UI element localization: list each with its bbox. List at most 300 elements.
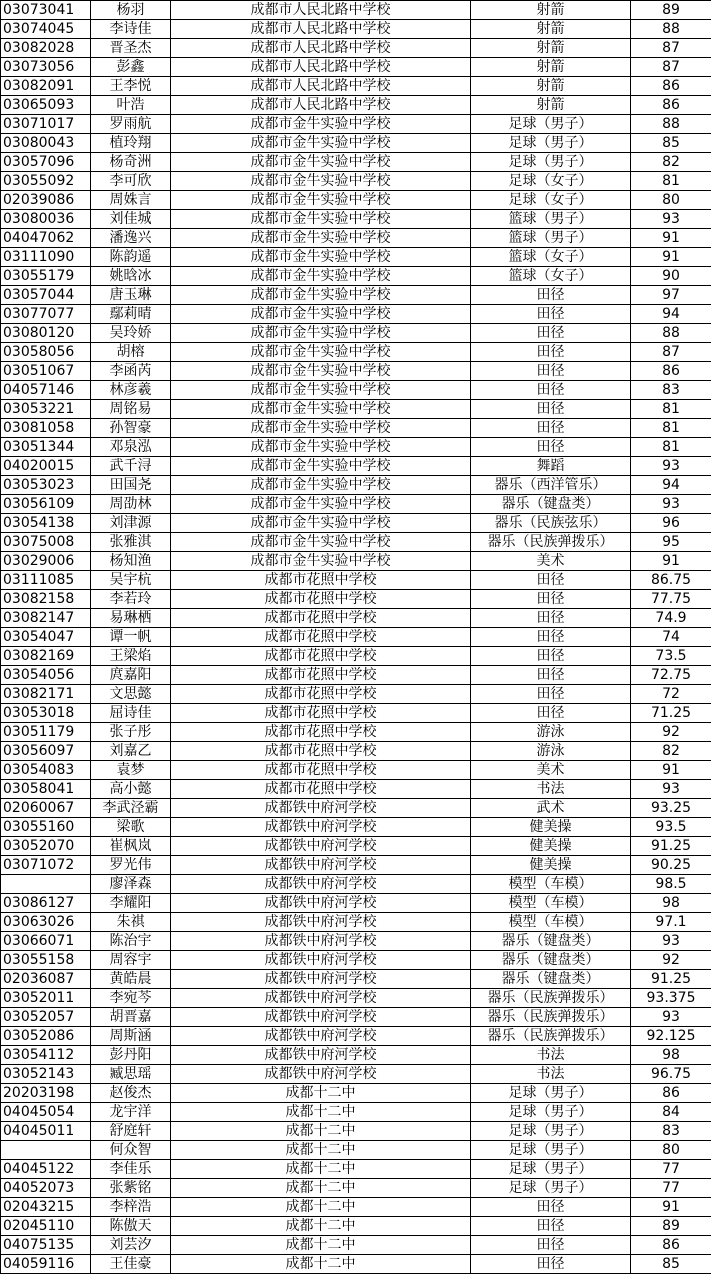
school-cell: 成都市金牛实验中学校 <box>171 381 471 400</box>
category-cell: 书法 <box>471 1046 631 1065</box>
table-row <box>1 1084 711 1103</box>
score-cell: 88 <box>631 115 711 134</box>
student-name-cell: 田国尧 <box>91 476 171 495</box>
table-row <box>1 1027 711 1046</box>
school-cell: 成都市金牛实验中学校 <box>171 267 471 286</box>
student-name-cell: 张紫铭 <box>91 1179 171 1198</box>
student-id-cell: 03082158 <box>1 590 91 609</box>
student-name-cell: 彭丹阳 <box>91 1046 171 1065</box>
school-cell: 成都市金牛实验中学校 <box>171 286 471 305</box>
category-cell: 射箭 <box>471 58 631 77</box>
category-cell: 足球（男子） <box>471 1160 631 1179</box>
table-row <box>1 628 711 647</box>
table-row <box>1 20 711 39</box>
school-cell: 成都市金牛实验中学校 <box>171 400 471 419</box>
category-cell: 器乐（键盘类） <box>471 932 631 951</box>
table-row <box>1 476 711 495</box>
student-id-cell: 03052011 <box>1 989 91 1008</box>
student-name-cell: 袁梦 <box>91 761 171 780</box>
school-cell: 成都市花照中学校 <box>171 571 471 590</box>
table-row <box>1 229 711 248</box>
score-cell: 93 <box>631 932 711 951</box>
table-row <box>1 343 711 362</box>
table-row <box>1 685 711 704</box>
student-id-cell: 03075008 <box>1 533 91 552</box>
student-id-cell: 03054138 <box>1 514 91 533</box>
student-name-cell: 周容宇 <box>91 951 171 970</box>
table-row <box>1 951 711 970</box>
student-name-cell: 李梓浩 <box>91 1198 171 1217</box>
school-cell: 成都市金牛实验中学校 <box>171 438 471 457</box>
score-cell: 93 <box>631 210 711 229</box>
student-name-cell: 李武泾霸 <box>91 799 171 818</box>
table-row <box>1 1122 711 1141</box>
table-row <box>1 1046 711 1065</box>
student-name-cell: 赵俊杰 <box>91 1084 171 1103</box>
student-name-cell: 梁歌 <box>91 818 171 837</box>
table-row <box>1 590 711 609</box>
category-cell: 美术 <box>471 761 631 780</box>
school-cell: 成都市花照中学校 <box>171 647 471 666</box>
school-cell: 成都铁中府河学校 <box>171 1065 471 1084</box>
student-id-cell: 03052143 <box>1 1065 91 1084</box>
score-cell: 86 <box>631 1084 711 1103</box>
table-row <box>1 1103 711 1122</box>
student-id-cell: 03054056 <box>1 666 91 685</box>
score-cell: 91 <box>631 248 711 267</box>
table-row <box>1 115 711 134</box>
category-cell: 田径 <box>471 305 631 324</box>
school-cell: 成都铁中府河学校 <box>171 894 471 913</box>
score-cell: 86 <box>631 96 711 115</box>
student-id-cell: 03058056 <box>1 343 91 362</box>
table-row <box>1 172 711 191</box>
table-row <box>1 1065 711 1084</box>
score-cell: 77 <box>631 1179 711 1198</box>
student-id-cell: 03056109 <box>1 495 91 514</box>
category-cell: 足球（男子） <box>471 1103 631 1122</box>
category-cell: 射箭 <box>471 39 631 58</box>
score-cell: 77 <box>631 1160 711 1179</box>
score-cell: 90.25 <box>631 856 711 875</box>
school-cell: 成都市金牛实验中学校 <box>171 248 471 267</box>
student-name-cell: 周姝言 <box>91 191 171 210</box>
student-name-cell: 周铭易 <box>91 400 171 419</box>
student-name-cell: 崔枫岚 <box>91 837 171 856</box>
table-row <box>1 77 711 96</box>
table-row <box>1 1255 711 1274</box>
school-cell: 成都市金牛实验中学校 <box>171 362 471 381</box>
table-row <box>1 134 711 153</box>
score-cell: 74.9 <box>631 609 711 628</box>
school-cell: 成都市花照中学校 <box>171 685 471 704</box>
score-cell: 77.75 <box>631 590 711 609</box>
student-name-cell: 陈韵遥 <box>91 248 171 267</box>
school-cell: 成都铁中府河学校 <box>171 989 471 1008</box>
school-cell: 成都市金牛实验中学校 <box>171 343 471 362</box>
student-id-cell: 02060067 <box>1 799 91 818</box>
school-cell: 成都市花照中学校 <box>171 761 471 780</box>
table-row <box>1 723 711 742</box>
score-cell: 97.1 <box>631 913 711 932</box>
student-name-cell: 刘津源 <box>91 514 171 533</box>
score-cell: 80 <box>631 191 711 210</box>
school-cell: 成都市花照中学校 <box>171 609 471 628</box>
student-id-cell: 03053023 <box>1 476 91 495</box>
score-cell: 92.125 <box>631 1027 711 1046</box>
score-cell: 98.5 <box>631 875 711 894</box>
table-row <box>1 799 711 818</box>
student-name-cell: 林彦羲 <box>91 381 171 400</box>
table-row <box>1 191 711 210</box>
student-name-cell: 胡榕 <box>91 343 171 362</box>
category-cell: 射箭 <box>471 1 631 20</box>
table-row <box>1 571 711 590</box>
category-cell: 田径 <box>471 1198 631 1217</box>
student-id-cell: 03052057 <box>1 1008 91 1027</box>
student-id-cell: 03080043 <box>1 134 91 153</box>
category-cell: 田径 <box>471 362 631 381</box>
score-cell: 88 <box>631 20 711 39</box>
student-id-cell: 03052070 <box>1 837 91 856</box>
student-id-cell: 03111090 <box>1 248 91 267</box>
table-row <box>1 932 711 951</box>
category-cell: 足球（男子） <box>471 153 631 172</box>
student-name-cell: 吴玲娇 <box>91 324 171 343</box>
score-cell: 95 <box>631 533 711 552</box>
student-name-cell: 文思懿 <box>91 685 171 704</box>
student-id-cell: 03081058 <box>1 419 91 438</box>
student-id-cell <box>1 875 91 894</box>
student-name-cell: 吴宇杭 <box>91 571 171 590</box>
student-id-cell: 03082091 <box>1 77 91 96</box>
student-id-cell: 02039086 <box>1 191 91 210</box>
school-cell: 成都十二中 <box>171 1141 471 1160</box>
student-name-cell: 陈治宇 <box>91 932 171 951</box>
category-cell: 足球（男子） <box>471 1179 631 1198</box>
category-cell: 器乐（键盘类） <box>471 951 631 970</box>
student-id-cell: 02045110 <box>1 1217 91 1236</box>
category-cell: 器乐（键盘类） <box>471 495 631 514</box>
student-name-cell: 舒庭轩 <box>91 1122 171 1141</box>
table-row <box>1 362 711 381</box>
table-row <box>1 153 711 172</box>
school-cell: 成都市金牛实验中学校 <box>171 533 471 552</box>
school-cell: 成都市金牛实验中学校 <box>171 191 471 210</box>
student-id-cell: 03086127 <box>1 894 91 913</box>
student-name-cell: 张子彤 <box>91 723 171 742</box>
category-cell: 器乐（民族弦乐） <box>471 514 631 533</box>
student-id-cell <box>1 1141 91 1160</box>
school-cell: 成都市金牛实验中学校 <box>171 210 471 229</box>
category-cell: 篮球（女子） <box>471 248 631 267</box>
student-id-cell: 03063026 <box>1 913 91 932</box>
school-cell: 成都铁中府河学校 <box>171 1046 471 1065</box>
student-name-cell: 高小懿 <box>91 780 171 799</box>
student-id-cell: 03066071 <box>1 932 91 951</box>
category-cell: 模型（车模） <box>471 913 631 932</box>
school-cell: 成都十二中 <box>171 1179 471 1198</box>
student-name-cell: 李佳乐 <box>91 1160 171 1179</box>
table-row <box>1 742 711 761</box>
table-row <box>1 457 711 476</box>
category-cell: 舞蹈 <box>471 457 631 476</box>
category-cell: 田径 <box>471 419 631 438</box>
category-cell: 器乐（民族弹拨乐） <box>471 1008 631 1027</box>
score-cell: 81 <box>631 172 711 191</box>
school-cell: 成都市人民北路中学校 <box>171 39 471 58</box>
category-cell: 田径 <box>471 1236 631 1255</box>
student-name-cell: 潘逸兴 <box>91 229 171 248</box>
category-cell: 足球（男子） <box>471 115 631 134</box>
score-cell: 83 <box>631 1122 711 1141</box>
school-cell: 成都市人民北路中学校 <box>171 1 471 20</box>
category-cell: 田径 <box>471 400 631 419</box>
table-row <box>1 970 711 989</box>
school-cell: 成都市金牛实验中学校 <box>171 305 471 324</box>
student-id-cell: 03074045 <box>1 20 91 39</box>
score-cell: 72 <box>631 685 711 704</box>
score-cell: 91 <box>631 229 711 248</box>
category-cell: 田径 <box>471 647 631 666</box>
score-cell: 87 <box>631 58 711 77</box>
student-name-cell: 姚晗冰 <box>91 267 171 286</box>
student-id-cell: 03051344 <box>1 438 91 457</box>
student-id-cell: 03082169 <box>1 647 91 666</box>
school-cell: 成都市人民北路中学校 <box>171 20 471 39</box>
category-cell: 器乐（键盘类） <box>471 970 631 989</box>
student-id-cell: 04059116 <box>1 1255 91 1274</box>
school-cell: 成都铁中府河学校 <box>171 932 471 951</box>
school-cell: 成都市金牛实验中学校 <box>171 115 471 134</box>
student-name-cell: 屈诗佳 <box>91 704 171 723</box>
student-id-cell: 03055179 <box>1 267 91 286</box>
score-cell: 90 <box>631 267 711 286</box>
score-cell: 92 <box>631 951 711 970</box>
category-cell: 足球（女子） <box>471 172 631 191</box>
school-cell: 成都十二中 <box>171 1103 471 1122</box>
school-cell: 成都铁中府河学校 <box>171 875 471 894</box>
school-cell: 成都市金牛实验中学校 <box>171 172 471 191</box>
school-cell: 成都十二中 <box>171 1084 471 1103</box>
student-id-cell: 03054047 <box>1 628 91 647</box>
score-cell: 92 <box>631 723 711 742</box>
category-cell: 游泳 <box>471 723 631 742</box>
category-cell: 田径 <box>471 666 631 685</box>
score-cell: 87 <box>631 39 711 58</box>
student-name-cell: 唐玉琳 <box>91 286 171 305</box>
table-row <box>1 1008 711 1027</box>
school-cell: 成都十二中 <box>171 1236 471 1255</box>
category-cell: 篮球（男子） <box>471 229 631 248</box>
student-name-cell: 周斯涵 <box>91 1027 171 1046</box>
student-name-cell: 罗光伟 <box>91 856 171 875</box>
category-cell: 器乐（民族弹拨乐） <box>471 533 631 552</box>
category-cell: 器乐（民族弹拨乐） <box>471 1027 631 1046</box>
school-cell: 成都市金牛实验中学校 <box>171 457 471 476</box>
student-name-cell: 朱祺 <box>91 913 171 932</box>
student-name-cell: 杨羽 <box>91 1 171 20</box>
table-row <box>1 210 711 229</box>
student-name-cell: 臧思瑶 <box>91 1065 171 1084</box>
student-id-cell: 03051067 <box>1 362 91 381</box>
student-name-cell: 易琳栖 <box>91 609 171 628</box>
score-cell: 84 <box>631 1103 711 1122</box>
category-cell: 足球（男子） <box>471 1122 631 1141</box>
student-id-cell: 03073056 <box>1 58 91 77</box>
school-cell: 成都铁中府河学校 <box>171 1008 471 1027</box>
student-name-cell: 龙宇洋 <box>91 1103 171 1122</box>
table-row <box>1 818 711 837</box>
score-cell: 93.375 <box>631 989 711 1008</box>
student-id-cell: 03054083 <box>1 761 91 780</box>
student-id-cell: 03054112 <box>1 1046 91 1065</box>
school-cell: 成都十二中 <box>171 1160 471 1179</box>
school-cell: 成都市金牛实验中学校 <box>171 495 471 514</box>
student-id-cell: 03055092 <box>1 172 91 191</box>
score-cell: 93.25 <box>631 799 711 818</box>
category-cell: 模型（车模） <box>471 894 631 913</box>
category-cell: 射箭 <box>471 77 631 96</box>
category-cell: 田径 <box>471 324 631 343</box>
table-row <box>1 495 711 514</box>
student-id-cell: 04045011 <box>1 1122 91 1141</box>
table-row <box>1 514 711 533</box>
category-cell: 田径 <box>471 343 631 362</box>
category-cell: 田径 <box>471 628 631 647</box>
student-id-cell: 04045054 <box>1 1103 91 1122</box>
student-name-cell: 武千浔 <box>91 457 171 476</box>
table-row <box>1 989 711 1008</box>
student-id-cell: 03057096 <box>1 153 91 172</box>
score-cell: 87 <box>631 343 711 362</box>
score-cell: 85 <box>631 1255 711 1274</box>
table-row <box>1 1 711 20</box>
score-cell: 93 <box>631 457 711 476</box>
table-row <box>1 609 711 628</box>
table-row <box>1 837 711 856</box>
score-cell: 93 <box>631 780 711 799</box>
category-cell: 器乐（民族弹拨乐） <box>471 989 631 1008</box>
school-cell: 成都铁中府河学校 <box>171 799 471 818</box>
school-cell: 成都十二中 <box>171 1122 471 1141</box>
table-row <box>1 856 711 875</box>
table-row <box>1 1179 711 1198</box>
category-cell: 篮球（女子） <box>471 267 631 286</box>
student-id-cell: 04020015 <box>1 457 91 476</box>
table-row <box>1 666 711 685</box>
table-row <box>1 1217 711 1236</box>
school-cell: 成都十二中 <box>171 1217 471 1236</box>
student-name-cell: 叶浩 <box>91 96 171 115</box>
school-cell: 成都铁中府河学校 <box>171 970 471 989</box>
category-cell: 美术 <box>471 552 631 571</box>
score-cell: 94 <box>631 476 711 495</box>
student-name-cell: 李诗佳 <box>91 20 171 39</box>
student-name-cell: 王李悦 <box>91 77 171 96</box>
score-cell: 81 <box>631 419 711 438</box>
student-name-cell: 王梁焰 <box>91 647 171 666</box>
score-cell: 83 <box>631 381 711 400</box>
category-cell: 健美操 <box>471 818 631 837</box>
student-id-cell: 02036087 <box>1 970 91 989</box>
student-id-cell: 03053018 <box>1 704 91 723</box>
school-cell: 成都市花照中学校 <box>171 742 471 761</box>
school-cell: 成都市花照中学校 <box>171 704 471 723</box>
category-cell: 足球（女子） <box>471 191 631 210</box>
student-id-cell: 03082028 <box>1 39 91 58</box>
category-cell: 篮球（男子） <box>471 210 631 229</box>
student-id-cell: 20203198 <box>1 1084 91 1103</box>
score-cell: 73.5 <box>631 647 711 666</box>
school-cell: 成都铁中府河学校 <box>171 818 471 837</box>
student-name-cell: 李宛芩 <box>91 989 171 1008</box>
category-cell: 足球（男子） <box>471 1141 631 1160</box>
student-id-cell: 03055158 <box>1 951 91 970</box>
student-id-cell: 04057146 <box>1 381 91 400</box>
table-row <box>1 438 711 457</box>
student-name-cell: 胡晋嘉 <box>91 1008 171 1027</box>
category-cell: 田径 <box>471 609 631 628</box>
table-row <box>1 419 711 438</box>
student-name-cell: 庹嘉阳 <box>91 666 171 685</box>
student-name-cell: 廖泽森 <box>91 875 171 894</box>
student-id-cell: 03111085 <box>1 571 91 590</box>
score-cell: 89 <box>631 1217 711 1236</box>
category-cell: 田径 <box>471 286 631 305</box>
school-cell: 成都市花照中学校 <box>171 628 471 647</box>
school-cell: 成都十二中 <box>171 1255 471 1274</box>
school-cell: 成都铁中府河学校 <box>171 856 471 875</box>
score-cell: 85 <box>631 134 711 153</box>
school-cell: 成都市金牛实验中学校 <box>171 134 471 153</box>
student-name-cell: 何众智 <box>91 1141 171 1160</box>
student-id-cell: 03080120 <box>1 324 91 343</box>
student-id-cell: 03055160 <box>1 818 91 837</box>
score-cell: 74 <box>631 628 711 647</box>
category-cell: 射箭 <box>471 20 631 39</box>
score-cell: 86 <box>631 77 711 96</box>
student-name-cell: 孙智豪 <box>91 419 171 438</box>
table-row <box>1 913 711 932</box>
score-cell: 80 <box>631 1141 711 1160</box>
student-name-cell: 刘佳城 <box>91 210 171 229</box>
table-row <box>1 267 711 286</box>
category-cell: 模型（车模） <box>471 875 631 894</box>
student-id-cell: 03057044 <box>1 286 91 305</box>
score-cell: 98 <box>631 894 711 913</box>
school-cell: 成都市金牛实验中学校 <box>171 419 471 438</box>
student-id-cell: 02043215 <box>1 1198 91 1217</box>
score-cell: 86 <box>631 1236 711 1255</box>
student-id-cell: 03053221 <box>1 400 91 419</box>
table-row <box>1 248 711 267</box>
school-cell: 成都市花照中学校 <box>171 666 471 685</box>
table-row <box>1 1160 711 1179</box>
student-id-cell: 03077077 <box>1 305 91 324</box>
score-cell: 88 <box>631 324 711 343</box>
student-name-cell: 李可欣 <box>91 172 171 191</box>
score-cell: 82 <box>631 153 711 172</box>
category-cell: 武术 <box>471 799 631 818</box>
category-cell: 田径 <box>471 704 631 723</box>
score-cell: 91 <box>631 761 711 780</box>
student-id-cell: 03058041 <box>1 780 91 799</box>
student-name-cell: 罗雨航 <box>91 115 171 134</box>
student-id-cell: 03082147 <box>1 609 91 628</box>
category-cell: 田径 <box>471 1217 631 1236</box>
school-cell: 成都市金牛实验中学校 <box>171 229 471 248</box>
